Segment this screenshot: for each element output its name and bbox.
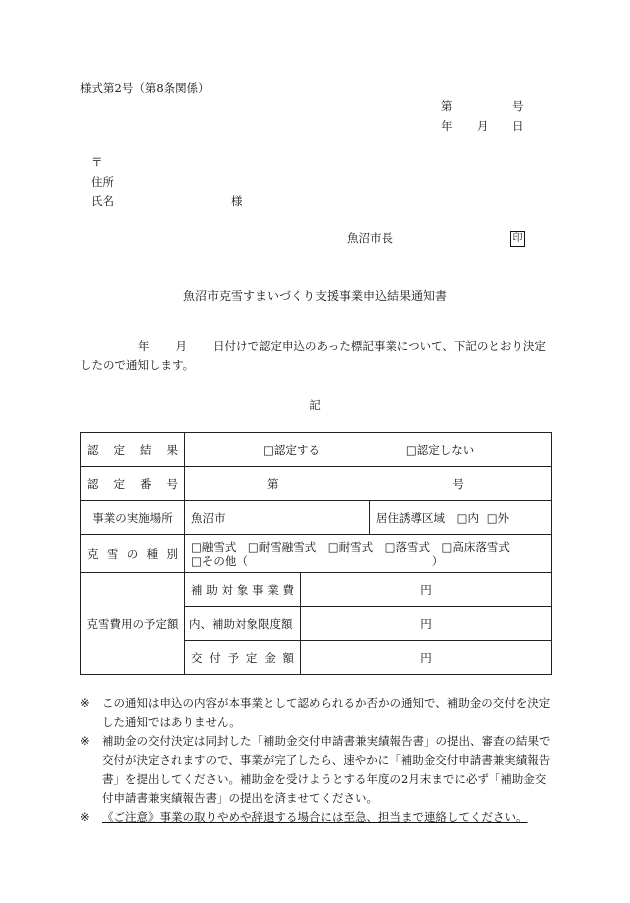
intro-line-1: [80, 338, 552, 354]
location-value: 魚沼市: [185, 501, 370, 535]
zone-cell: [370, 501, 552, 535]
document-title: 魚沼市克雪すまいづくり支援事業申込結果通知書: [182, 289, 447, 303]
name-label: 氏名: [91, 194, 114, 208]
kind-line-2[interactable]: □その他（ ）: [191, 553, 444, 568]
cost-grant-label: 交付予定金額: [185, 641, 301, 675]
cost-subject-unit: 円: [301, 573, 552, 607]
note-3-mark: ※: [80, 810, 90, 824]
doc-number-suffix: 号: [512, 99, 524, 113]
notes: [80, 694, 552, 827]
row-kind: [81, 535, 552, 573]
honorific: 様: [231, 194, 243, 208]
note-2-text: 補助金の交付決定は同封した「補助金交付申請書兼実績報告書」の提出、審査の結果で交付が決定されますので、事業が完了したら、速やかに「補助金交付申請書兼実績報告書」を提出してください。補助金を受けようとする年度の2月末までに必ず「補助金交付申請書兼実績報告書」の提出を済ませてください。: [102, 734, 551, 805]
ki-heading: 記: [309, 398, 321, 412]
kind-options: [185, 535, 552, 573]
kind-label: 克雪の種別: [81, 535, 185, 573]
zone-label: 居住誘導区域: [376, 510, 445, 525]
cert-number-prefix: 第: [267, 476, 279, 491]
note-1-mark: ※: [80, 696, 90, 710]
address-label: 住所: [91, 175, 114, 189]
note-3: [80, 808, 552, 827]
option-approve[interactable]: □認定する: [263, 442, 320, 457]
issuer-seal-wrap: [506, 230, 525, 247]
row-location: [81, 501, 552, 535]
seal-mark: 印: [510, 231, 525, 247]
intro-year: 年: [138, 339, 150, 353]
decision-table: [80, 432, 552, 675]
date-month: 月: [477, 119, 489, 133]
note-1: [80, 694, 552, 732]
doc-number-prefix: 第: [441, 99, 453, 113]
intro-line1-rest: 日付けで認定申込のあった標記事業について、下記のとおり決定: [213, 339, 546, 353]
intro-line-2: したので通知します。: [80, 358, 195, 372]
row-cert-number: [81, 467, 552, 501]
option-reject[interactable]: □認定しない: [405, 442, 475, 457]
zone-in[interactable]: □内: [456, 510, 480, 525]
note-3-text: 《ご注意》事業の取りやめや辞退する場合には至急、担当まで連絡してください。: [102, 810, 528, 824]
cert-number-label: 認定番号: [81, 467, 185, 501]
result-options: [185, 433, 552, 467]
note-2-mark: ※: [80, 734, 90, 748]
row-cost-1: [81, 573, 552, 607]
note-2: [80, 732, 552, 808]
cert-number-suffix: 号: [452, 476, 464, 491]
cost-grant-unit: 円: [301, 641, 552, 675]
zone-out[interactable]: □外: [486, 510, 510, 525]
cost-label: 克雪費用の予定額: [81, 573, 185, 675]
date-year: 年: [441, 119, 453, 133]
postal-mark: 〒: [91, 155, 103, 169]
kind-line-1[interactable]: □融雪式 □耐雪融雪式 □耐雪式 □落雪式 □高床落雪式: [191, 539, 510, 554]
note-1-text: この通知は申込の内容が本事業として認められるか否かの通知で、補助金の交付を決定した通知ではありません。: [102, 696, 551, 729]
intro-month: 月: [175, 339, 187, 353]
cost-subject-label: 補助対象事業費: [185, 573, 301, 607]
location-label: 事業の実施場所: [81, 501, 185, 535]
result-label: 認定結果: [81, 433, 185, 467]
cert-number-value: [185, 467, 552, 501]
date-day: 日: [512, 119, 524, 133]
row-result: [81, 433, 552, 467]
form-number: 様式第2号（第8条関係）: [80, 81, 210, 95]
cost-limit-label: 内、補助対象限度額: [185, 607, 301, 641]
issuer-name: 魚沼市長: [347, 231, 393, 245]
cost-limit-unit: 円: [301, 607, 552, 641]
